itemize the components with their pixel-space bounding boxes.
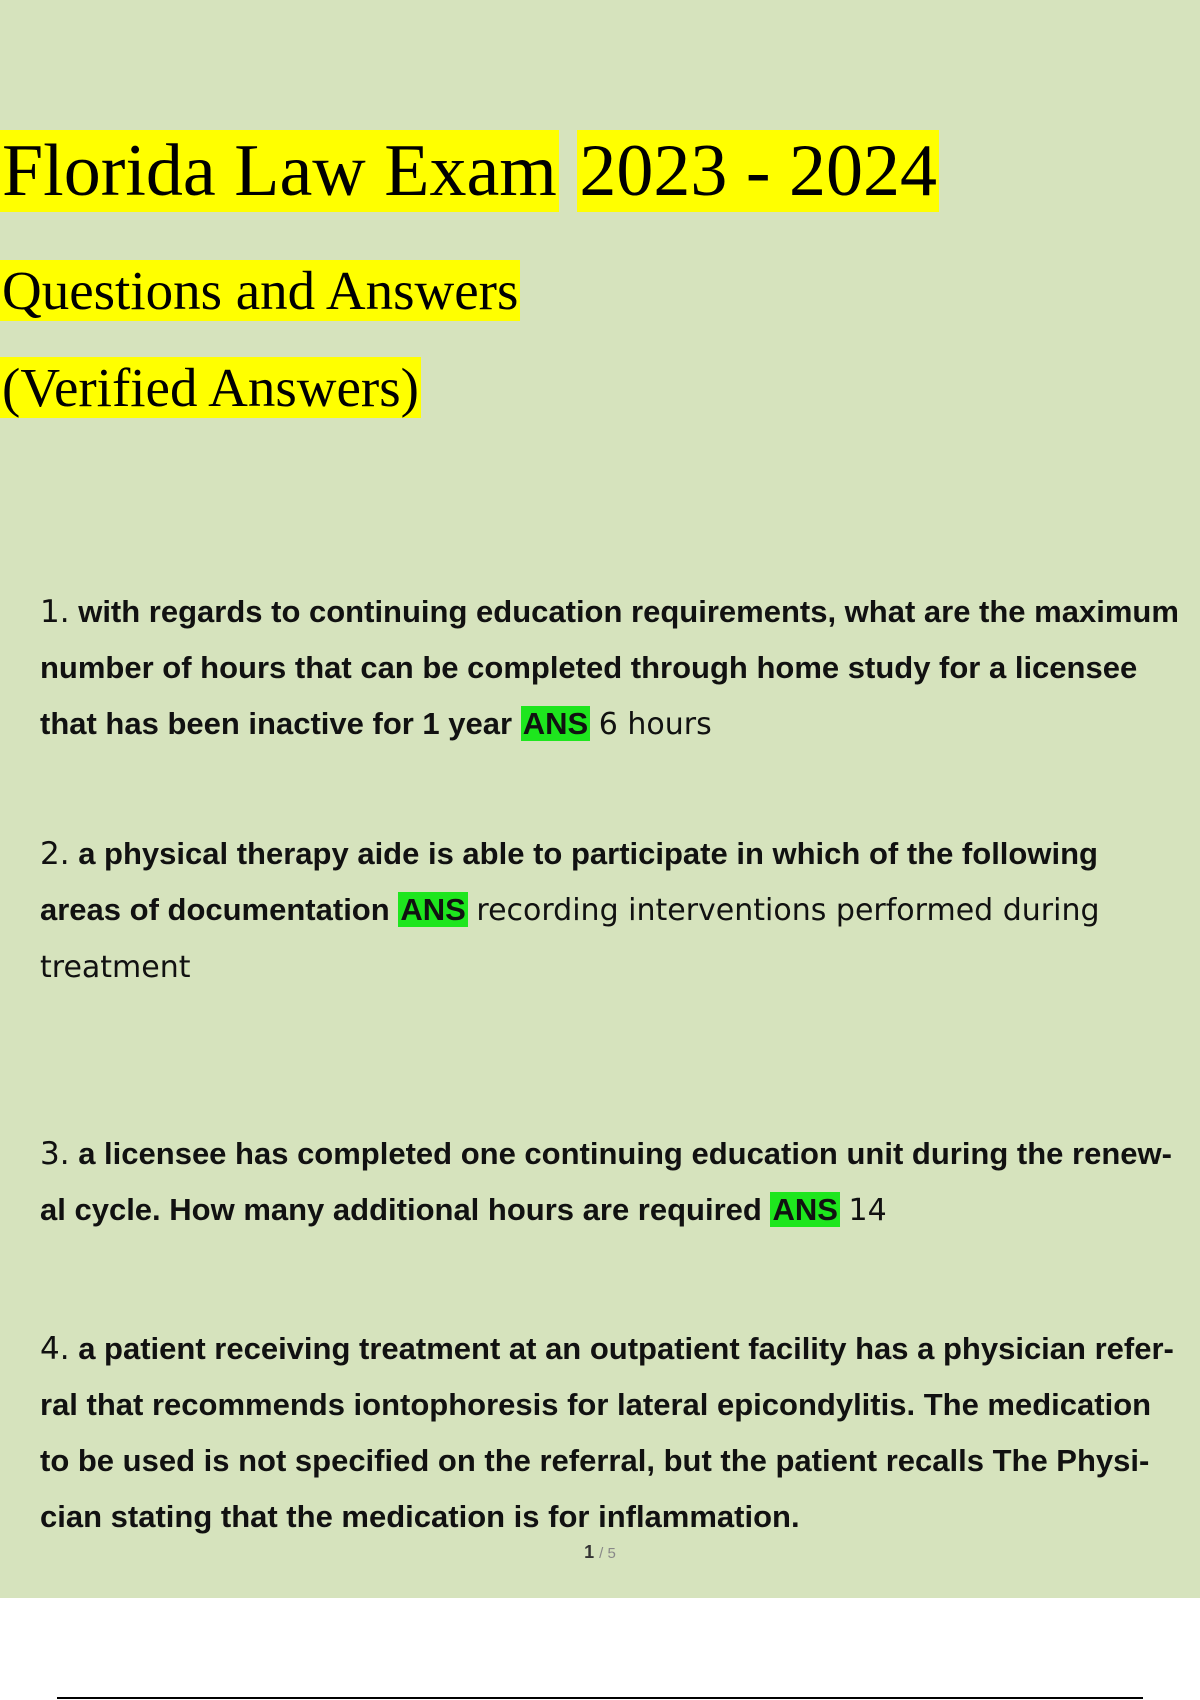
- title-part-2: 2023 - 2024: [579, 130, 938, 212]
- question-number: 1.: [40, 594, 70, 630]
- question-item: [40, 584, 1180, 753]
- question-text: a licensee has completed one continuing education unit during the renew- al cycle. How many additional hours are required: [40, 1136, 1172, 1227]
- document-title: [0, 128, 1200, 214]
- question-number: 3.: [40, 1136, 70, 1172]
- ans-label: ANS: [400, 892, 466, 927]
- answer-text: recording interventions performed during treatment: [40, 893, 1100, 985]
- verified-text: (Verified Answers): [2, 357, 419, 418]
- ans-label: ANS: [772, 1192, 838, 1227]
- question-number: 2.: [40, 836, 70, 872]
- question-item: [40, 1126, 1180, 1239]
- question-text: with regards to continuing education requirements, what are the maximum number of hours that can be completed through home study for a licensee that has been inactive for 1 year: [40, 594, 1179, 741]
- question-number: 4.: [40, 1331, 70, 1367]
- answer-text: 6 hours: [598, 707, 712, 742]
- question-text: a patient receiving treatment at an outpatient facility has a physician refer- ral that recommends iontophoresis for lateral epicondylitis. The medication to be used is not specified on the referral, but the patient recalls The Physi- cian stating that the medication is for inflammation.: [40, 1331, 1174, 1534]
- page-indicator: [0, 1542, 1200, 1563]
- total-pages: / 5: [599, 1545, 616, 1562]
- document-subtitle: [0, 258, 1200, 324]
- answer-text: 14: [848, 1193, 887, 1228]
- subtitle-text: Questions and Answers: [2, 260, 519, 321]
- divider-line: [57, 1697, 1143, 1699]
- question-item: [40, 1321, 1180, 1545]
- ans-label: ANS: [522, 706, 589, 741]
- question-item: [40, 826, 1180, 996]
- question-text: a physical therapy aide is able to participate in which of the following areas of documentation: [40, 836, 1098, 927]
- current-page: 1: [584, 1542, 595, 1562]
- title-part-1: Florida Law Exam: [2, 130, 557, 212]
- document-subtitle-2: [0, 355, 1200, 421]
